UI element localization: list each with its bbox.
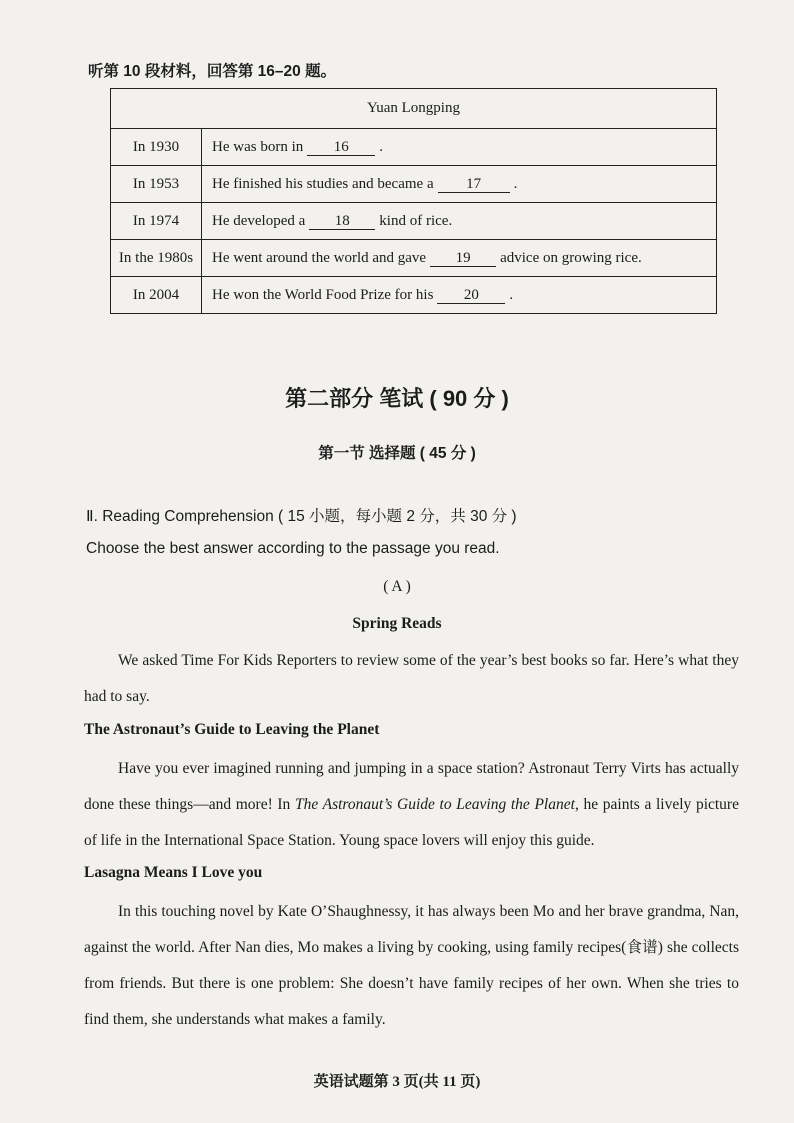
page-footer: 英语试题第 3 页(共 11 页) xyxy=(313,1074,481,1090)
passage-title: Spring Reads xyxy=(352,615,442,632)
table-row xyxy=(111,240,717,277)
row-content xyxy=(202,277,717,314)
table-row xyxy=(111,203,717,240)
answer-blank-19[interactable]: 19 xyxy=(430,250,496,267)
answer-blank-20[interactable]: 20 xyxy=(437,287,505,304)
part-title: 第二部分 笔试 ( 90 分 ) xyxy=(285,386,509,411)
intro-text: We asked Time For Kids Reporters to review some of the year’s best books so far. Here’s what they had to say. xyxy=(84,652,739,705)
row-text-after: . xyxy=(513,175,518,192)
review-text-before: Have you ever imagined running and jumping in a space station? Astronaut Terry Virts has actually done these things—and more! In xyxy=(84,760,739,813)
row-year: In 1974 xyxy=(111,203,202,240)
row-text-before: He finished his studies and became a xyxy=(212,175,434,192)
row-text-after: kind of rice. xyxy=(379,212,453,229)
row-text-before: He was born in xyxy=(212,138,304,155)
row-text-before: He went around the world and gave xyxy=(212,249,427,266)
fill-in-table xyxy=(110,88,717,314)
row-content xyxy=(202,203,717,240)
row-content xyxy=(202,166,717,203)
review-text: In this touching novel by Kate O’Shaughnessy, it has always been Mo and her brave grandma, Nan, against the world. After Nan dies, Mo makes a living by cooking, using family recipes(食谱) she collects from friends. But there is one problem: She doesn’t have family recipes of her own. When she tries to find them, she understands what makes a family. xyxy=(84,903,739,1028)
intro-paragraph xyxy=(84,643,739,715)
answer-blank-18[interactable]: 18 xyxy=(309,213,375,230)
book-title-2: Lasagna Means I Love you xyxy=(84,864,263,881)
row-content xyxy=(202,240,717,277)
row-text-after: . xyxy=(379,138,383,155)
table-row xyxy=(111,166,717,203)
book-review-2 xyxy=(84,894,739,1038)
section-title: 第一节 选择题 ( 45 分 ) xyxy=(318,445,476,462)
answer-blank-17[interactable]: 17 xyxy=(438,176,510,193)
table-row xyxy=(111,129,717,166)
reading-heading: Ⅱ. Reading Comprehension ( 15 小题，每小题 2 分，共 30 分 ) xyxy=(86,508,517,525)
row-year: In 2004 xyxy=(111,277,202,314)
listening-intro: 听第 10 段材料，回答第 16–20 题。 xyxy=(88,63,337,80)
passage-label: ( A ) xyxy=(383,578,411,595)
row-year: In 1930 xyxy=(111,129,202,166)
table-header-row xyxy=(111,89,717,129)
book-title-italic: The Astronaut’s Guide to Leaving the Planet xyxy=(294,796,575,813)
row-text-after: advice on growing rice. xyxy=(500,249,642,266)
book-review-1 xyxy=(84,751,739,859)
table-title: Yuan Longping xyxy=(111,89,717,129)
table-row xyxy=(111,277,717,314)
row-year: In the 1980s xyxy=(111,240,202,277)
row-text-before: He won the World Food Prize for his xyxy=(212,286,434,303)
book-title-1: The Astronaut’s Guide to Leaving the Planet xyxy=(84,721,380,738)
reading-instruction: Choose the best answer according to the passage you read. xyxy=(86,540,500,557)
row-content xyxy=(202,129,717,166)
row-text-after: . xyxy=(509,286,514,303)
row-text-before: He developed a xyxy=(212,212,306,229)
answer-blank-16[interactable]: 16 xyxy=(307,139,375,156)
row-year: In 1953 xyxy=(111,166,202,203)
review-text-after: , he paints a lively picture of life in the International Space Station. Young space lovers will enjoy this guide. xyxy=(84,796,739,849)
